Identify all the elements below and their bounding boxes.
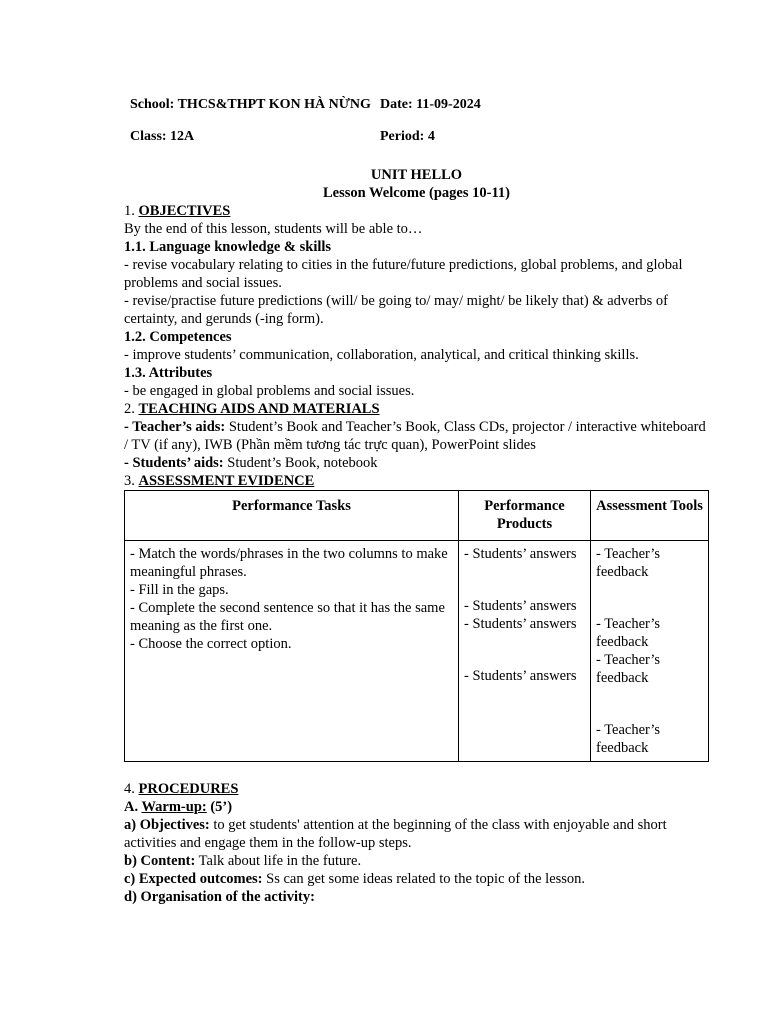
aids-heading: 2. TEACHING AIDS AND MATERIALS — [124, 401, 380, 417]
competences-item-1: - improve students’ communication, collaboration, analytical, and critical thinking skills. — [124, 347, 639, 363]
attributes-heading: 1.3. Attributes — [124, 365, 213, 381]
product-item: - Students’ answers — [464, 598, 577, 614]
period-label: Period: 4 — [380, 129, 435, 144]
attributes-item-1: - be engaged in global problems and social issues. — [124, 383, 415, 399]
product-item: - Students’ answers — [464, 668, 577, 684]
assessment-table — [124, 490, 709, 762]
task-item: - Complete the second sentence so that it has the same meaning as the first one. — [130, 600, 445, 634]
competences-heading: 1.2. Competences — [124, 329, 232, 345]
warmup-heading: A. Warm-up: (5’) — [124, 799, 233, 815]
tool-item: - Teacher’s feedback — [596, 722, 661, 756]
student-aids: - Students’ aids: Student’s Book, notebook — [124, 455, 378, 471]
language-knowledge-item-2: - revise/practise future predictions (will/ be going to/ may/ might/ be likely that) & adverbs of certainty, and gerunds (-ing form). — [124, 293, 669, 327]
task-item: - Fill in the gaps. — [130, 582, 229, 598]
table-row — [125, 541, 709, 762]
warmup-outcomes: c) Expected outcomes: Ss can get some ideas related to the topic of the lesson. — [124, 871, 586, 887]
lesson-title-block — [124, 166, 709, 202]
table-header-row — [125, 491, 709, 541]
class-label: Class: 12A — [130, 129, 195, 144]
tool-item: - Teacher’s feedback — [596, 652, 661, 686]
warmup-content: b) Content: Talk about life in the future. — [124, 853, 362, 869]
products-cell — [459, 541, 591, 762]
language-knowledge-heading: 1.1. Language knowledge & skills — [124, 239, 332, 255]
header-performance-products: Performance Products — [459, 491, 591, 541]
product-item: - Students’ answers — [464, 546, 577, 562]
school-label: School: THCS&THPT KON HÀ NỪNG — [130, 97, 371, 112]
lesson-title: Lesson Welcome (pages 10-11) — [322, 185, 510, 201]
tool-item: - Teacher’s feedback — [596, 616, 661, 650]
header-assessment-tools: Assessment Tools — [591, 491, 709, 541]
task-item: - Match the words/phrases in the two columns to make meaningful phrases. — [130, 546, 448, 580]
header-row-1 — [124, 96, 709, 116]
header-row-2 — [124, 128, 709, 148]
tool-item: - Teacher’s feedback — [596, 546, 661, 580]
objectives-intro: By the end of this lesson, students will be able to… — [124, 221, 423, 237]
warmup-objectives: a) Objectives: to get students' attention at the beginning of the class with enjoyable and short activities and engage them in the follow-up steps. — [124, 817, 667, 851]
warmup-organisation: d) Organisation of the activity: — [124, 889, 315, 905]
header-performance-tasks: Performance Tasks — [125, 491, 459, 541]
product-item: - Students’ answers — [464, 616, 577, 632]
date-label: Date: 11-09-2024 — [380, 97, 481, 112]
objectives-heading: 1. OBJECTIVES — [124, 203, 231, 219]
language-knowledge-item-1: - revise vocabulary relating to cities in the future/future predictions, global problems, and global problems and social issues. — [124, 257, 683, 291]
assessment-heading: 3. ASSESSMENT EVIDENCE — [124, 473, 315, 489]
teacher-aids: - Teacher’s aids: Student’s Book and Teacher’s Book, Class CDs, projector / interactive whiteboard / TV (if any), IWB (Phần mềm tương tác trực quan), PowerPoint slides — [124, 419, 706, 453]
unit-title: UNIT HELLO — [370, 167, 463, 183]
procedures-heading: 4. PROCEDURES — [124, 781, 239, 797]
tasks-cell — [125, 541, 459, 762]
task-item: - Choose the correct option. — [130, 636, 292, 652]
tools-cell — [591, 541, 709, 762]
lesson-plan-page — [124, 96, 709, 906]
